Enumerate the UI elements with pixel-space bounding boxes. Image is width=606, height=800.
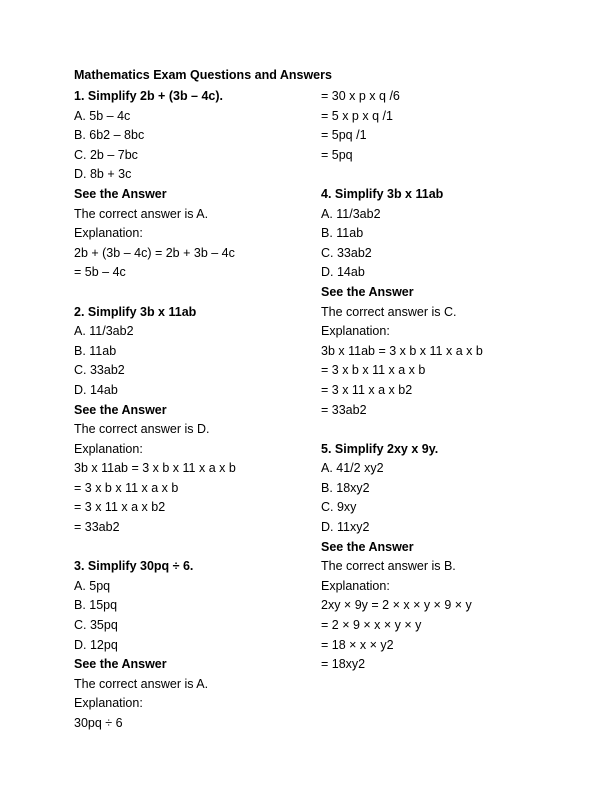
q1-correct-answer: The correct answer is A. xyxy=(74,206,209,221)
q3-option-d: D. 12pq xyxy=(74,637,118,652)
q3-step-3: = 5 x p x q /1 xyxy=(321,108,393,123)
q1-explanation-label: Explanation: xyxy=(74,226,143,241)
q4-option-c: C. 33ab2 xyxy=(321,245,372,260)
spacer xyxy=(321,165,571,185)
question-5-heading: 5. Simplify 2xy x 9y. xyxy=(321,441,439,456)
q2-explanation-label: Explanation: xyxy=(74,441,143,456)
q5-step-4: = 18xy2 xyxy=(321,657,366,672)
q1-step-1: 2b + (3b – 4c) = 2b + 3b – 4c xyxy=(74,245,235,260)
q5-step-3: = 18 × x × y2 xyxy=(321,637,394,652)
spacer xyxy=(74,538,324,558)
q4-step-1: 3b x 11ab = 3 x b x 11 x a x b xyxy=(321,343,483,358)
q1-option-b: B. 6b2 – 8bc xyxy=(74,128,145,143)
q2-step-2: = 3 x b x 11 x a x b xyxy=(74,480,179,495)
q1-option-c: C. 2b – 7bc xyxy=(74,147,138,162)
q5-step-2: = 2 × 9 × x × y × y xyxy=(321,618,422,633)
q4-correct-answer: The correct answer is C. xyxy=(321,304,457,319)
q5-see-answer: See the Answer xyxy=(321,539,414,554)
q2-step-1: 3b x 11ab = 3 x b x 11 x a x b xyxy=(74,461,236,476)
q3-option-c: C. 35pq xyxy=(74,618,118,633)
q4-option-a: A. 11/3ab2 xyxy=(321,206,381,221)
q3-explanation-label: Explanation: xyxy=(74,696,143,711)
q4-option-d: D. 14ab xyxy=(321,265,365,280)
question-4-heading: 4. Simplify 3b x 11ab xyxy=(321,186,444,201)
q2-option-c: C. 33ab2 xyxy=(74,363,125,378)
q4-option-b: B. 11ab xyxy=(321,226,364,241)
q3-step-4: = 5pq /1 xyxy=(321,128,367,143)
q3-step-5: = 5pq xyxy=(321,147,353,162)
q4-step-4: = 33ab2 xyxy=(321,402,367,417)
q5-step-1: 2xy × 9y = 2 × x × y × 9 × y xyxy=(321,598,472,613)
q3-step-1: 30pq ÷ 6 xyxy=(74,716,123,730)
q5-option-c: C. 9xy xyxy=(321,500,357,515)
page-title: Mathematics Exam Questions and Answers xyxy=(74,68,332,82)
q1-option-d: D. 8b + 3c xyxy=(74,167,132,182)
q3-option-b: B. 15pq xyxy=(74,598,118,613)
spacer xyxy=(74,283,324,303)
q4-see-answer: See the Answer xyxy=(321,284,414,299)
q2-step-3: = 3 x 11 x a x b2 xyxy=(74,500,166,515)
q3-step-2: = 30 x p x q /6 xyxy=(321,89,400,103)
q2-option-a: A. 11/3ab2 xyxy=(74,324,134,339)
q3-see-answer: See the Answer xyxy=(74,657,167,672)
q4-step-3: = 3 x 11 x a x b2 xyxy=(321,382,413,397)
left-column xyxy=(74,87,324,734)
question-3-heading: 3. Simplify 30pq ÷ 6. xyxy=(74,559,194,574)
q2-correct-answer: The correct answer is D. xyxy=(74,422,210,437)
q5-explanation-label: Explanation: xyxy=(321,578,390,593)
q4-step-2: = 3 x b x 11 x a x b xyxy=(321,363,426,378)
q5-correct-answer: The correct answer is B. xyxy=(321,559,456,574)
q5-option-b: B. 18xy2 xyxy=(321,480,370,495)
q2-step-4: = 33ab2 xyxy=(74,520,120,535)
q2-option-b: B. 11ab xyxy=(74,343,117,358)
q5-option-d: D. 11xy2 xyxy=(321,520,370,535)
right-column xyxy=(321,87,571,675)
q1-see-answer: See the Answer xyxy=(74,186,167,201)
q1-option-a: A. 5b – 4c xyxy=(74,108,131,123)
q1-step-2: = 5b – 4c xyxy=(74,265,126,280)
q5-option-a: A. 41/2 xy2 xyxy=(321,461,384,476)
q4-explanation-label: Explanation: xyxy=(321,324,390,339)
q2-option-d: D. 14ab xyxy=(74,382,118,397)
question-1-heading: 1. Simplify 2b + (3b – 4c). xyxy=(74,89,224,103)
q3-correct-answer: The correct answer is A. xyxy=(74,676,209,691)
q2-see-answer: See the Answer xyxy=(74,402,167,417)
spacer xyxy=(321,420,571,440)
q3-option-a: A. 5pq xyxy=(74,578,111,593)
question-2-heading: 2. Simplify 3b x 11ab xyxy=(74,304,197,319)
